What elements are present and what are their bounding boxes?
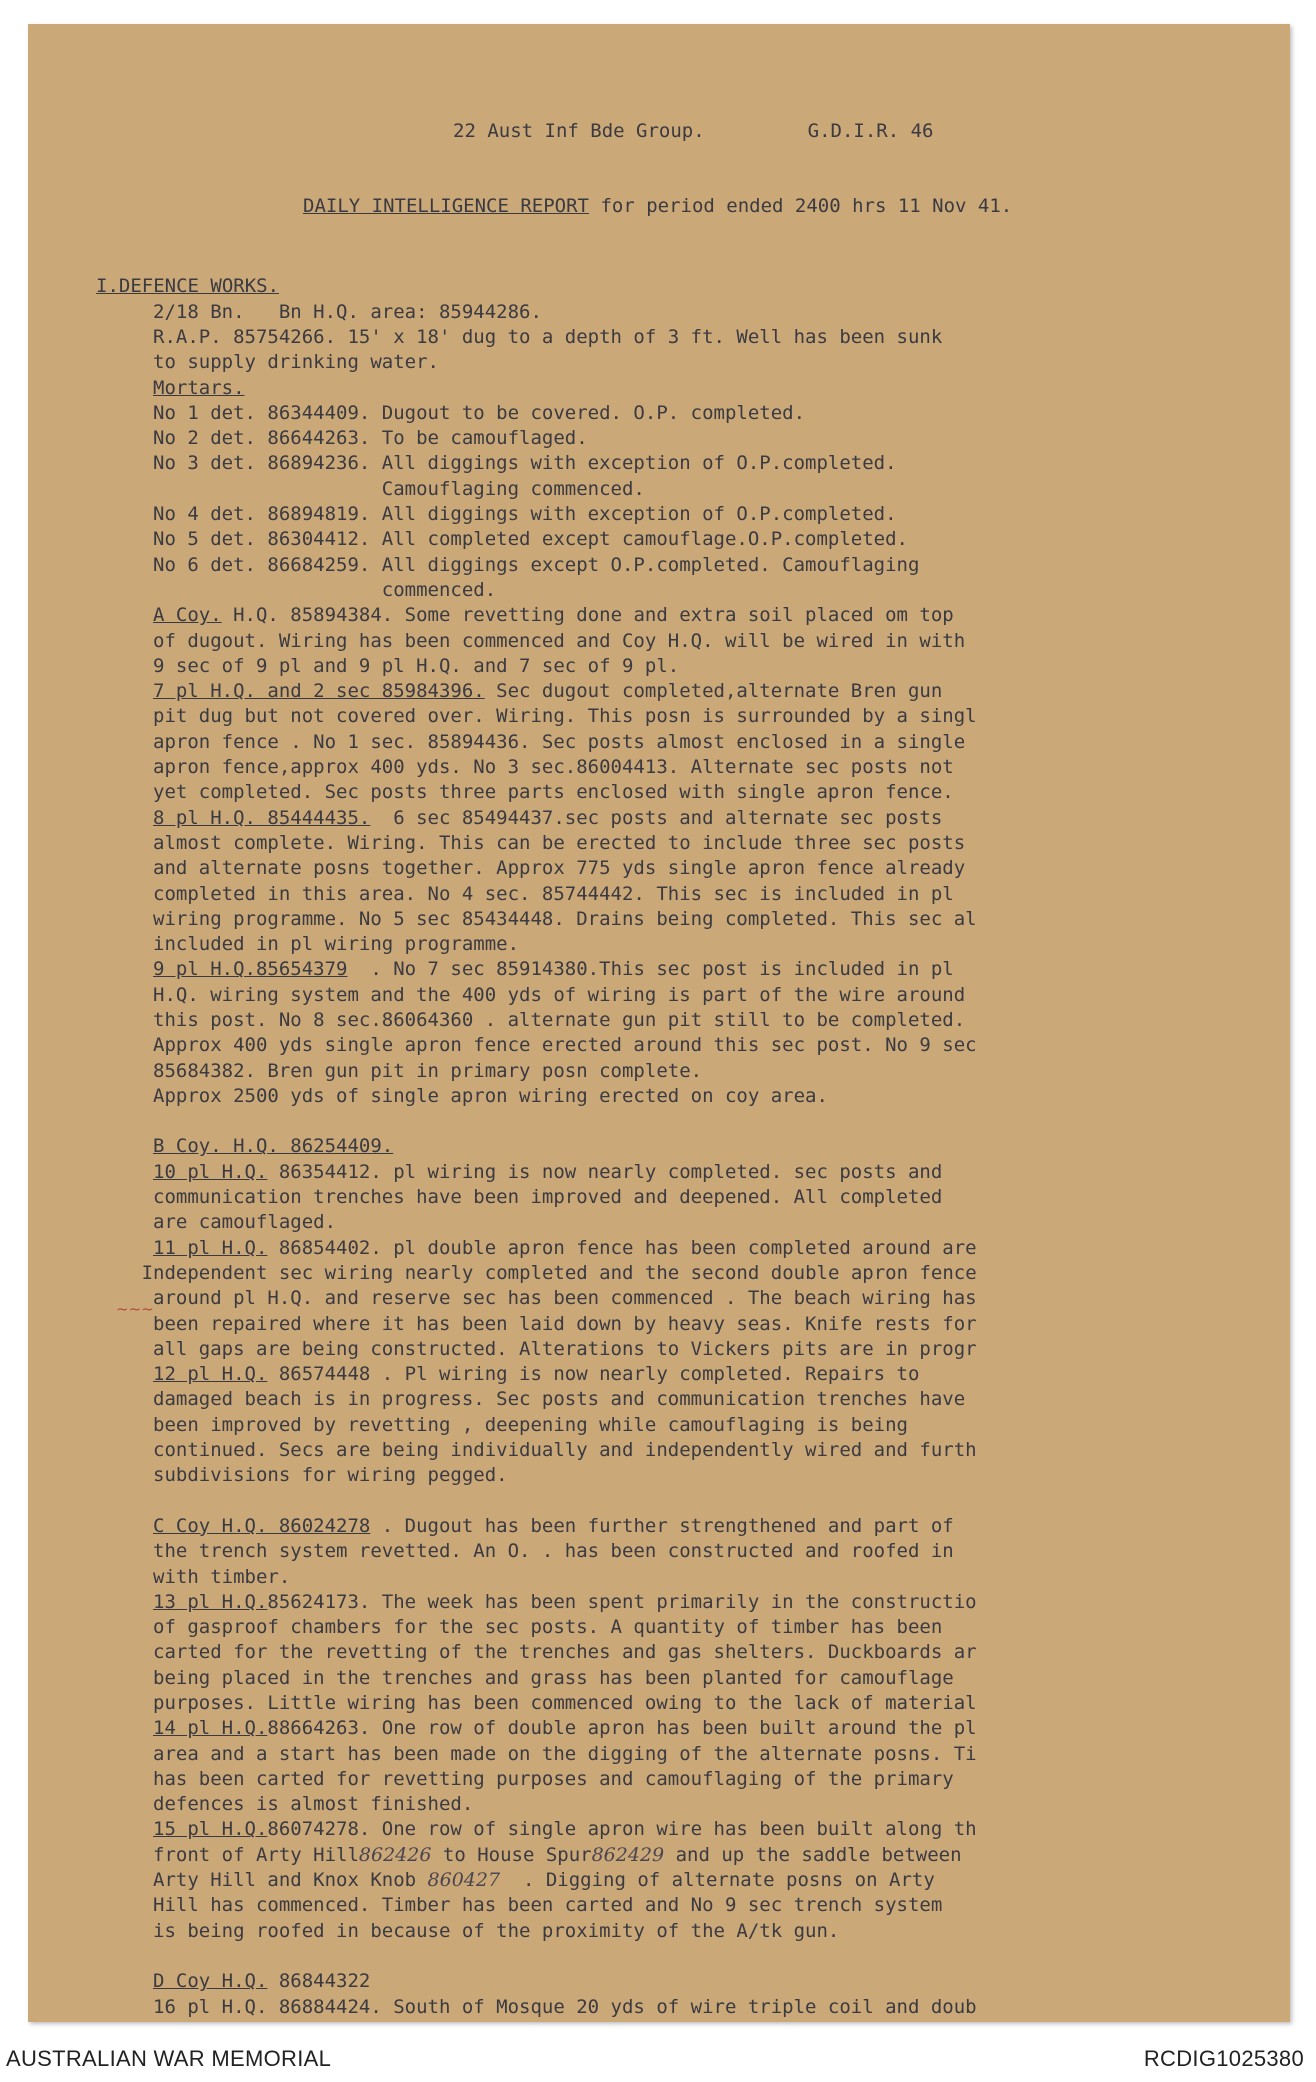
report-line — [153, 882, 1283, 907]
typed-text: 16 pl H.Q. 86884424. South of Mosque 20 yds of wire triple coil and doub — [153, 1995, 977, 2018]
typed-text: 2/18 Bn. Bn H.Q. area: 85944286. — [153, 300, 542, 323]
typed-text: and up the saddle between — [664, 1843, 962, 1866]
typed-text: yet completed. Sec posts three parts enclosed with single apron fence. — [153, 781, 954, 804]
typed-text: this post. No 8 sec.86064360 . alternate gun pit still to be completed. — [153, 1008, 966, 1031]
typed-text: 86574448 . Pl wiring is now nearly completed. Repairs to — [267, 1363, 920, 1386]
typed-text: been improved by revetting , deepening while camouflaging is being — [153, 1413, 908, 1436]
blank-line — [153, 1489, 1283, 1514]
typed-text: 86844322 — [267, 1970, 371, 1993]
typed-text: 86854402. pl double apron fence has been completed around are — [267, 1236, 977, 1259]
underlined-heading: B Coy. H.Q. 86254409. — [153, 1135, 394, 1158]
report-line — [153, 401, 1283, 426]
typed-text: . No 7 sec 85914380.This sec post is included in pl — [347, 958, 954, 981]
typed-text: 9 sec of 9 pl and 9 pl H.Q. and 7 sec of 9 pl. — [153, 654, 680, 677]
report-line — [153, 1059, 1283, 1084]
report-line — [153, 730, 1283, 755]
typed-text: defences is almost finished. — [153, 1793, 474, 1816]
report-title: DAILY INTELLIGENCE REPORT — [303, 195, 589, 218]
typed-text: damaged beach is in progress. Sec posts and communication trenches have — [153, 1388, 966, 1411]
typed-text: . Digging of alternate posns on Arty — [500, 1869, 935, 1892]
typed-text: Arty Hill and Knox Knob — [153, 1869, 428, 1892]
typed-text: are camouflaged. — [153, 1211, 337, 1234]
typed-text: area and a start has been made on the digging of the alternate posns. Ti — [153, 1742, 977, 1765]
typed-text: Hill has commenced. Timber has been carted and No 9 sec trench system — [153, 1894, 943, 1917]
typed-text: continued. Secs are being individually and independently wired and furth — [153, 1439, 977, 1462]
typed-text: H.Q. 85894384. Some revetting done and extra soil placed om top — [221, 604, 954, 627]
underlined-heading: C Coy H.Q. 86024278 — [153, 1514, 371, 1537]
typed-text: 6 sec 85494437.sec posts and alternate sec posts — [370, 806, 943, 829]
report-line — [153, 907, 1283, 932]
typed-text: No 5 det. 86304412. All completed except camouflage.O.P.completed. — [153, 528, 908, 551]
typed-text: carted for the revetting of the trenches and gas shelters. Duckboards ar — [153, 1641, 977, 1664]
report-line — [153, 1666, 1283, 1691]
report-line — [153, 1691, 1283, 1716]
typed-text: H.Q. wiring system and the 400 yds of wiring is part of the wire around — [153, 983, 966, 1006]
report-line — [153, 376, 1283, 401]
report-line — [153, 1514, 1283, 1539]
report-line — [153, 1438, 1283, 1463]
footer-record-id: RCDIG1025380 — [1143, 2046, 1304, 2071]
typed-text: apron fence . No 1 sec. 85894436. Sec posts almost enclosed in a single — [153, 730, 966, 753]
report-line — [153, 325, 1283, 350]
report-body — [96, 274, 1283, 2022]
underlined-heading: D Coy H.Q. — [153, 1970, 268, 1993]
report-line — [153, 1337, 1283, 1362]
report-line — [153, 1615, 1283, 1640]
typed-text: being placed in the trenches and grass has been planted for camouflage — [153, 1666, 954, 1689]
report-line — [153, 1640, 1283, 1665]
header-line-2 — [153, 194, 1283, 219]
report-line — [153, 1008, 1283, 1033]
report-line — [153, 502, 1283, 527]
handwritten-grid-ref: 860427 — [427, 1869, 501, 1892]
typed-text: has been carted for revetting purposes and camouflaging of the primary — [153, 1767, 954, 1790]
report-line — [153, 1742, 1283, 1767]
report-line — [153, 957, 1283, 982]
underlined-heading: Mortars. — [153, 376, 245, 399]
report-line — [153, 1817, 1283, 1842]
underlined-heading: I.DEFENCE WORKS. — [96, 275, 280, 298]
footer-institution: AUSTRALIAN WAR MEMORIAL — [6, 2046, 332, 2071]
underlined-heading: 13 pl H.Q. — [153, 1590, 268, 1613]
handwritten-grid-ref: 862429 — [591, 1843, 665, 1866]
typed-text: included in pl wiring programme. — [153, 933, 520, 956]
underlined-heading: 15 pl H.Q. — [153, 1818, 268, 1841]
underlined-heading: 12 pl H.Q. — [153, 1363, 268, 1386]
typed-text: communication trenches have been improved and deepened. All completed — [153, 1186, 943, 1209]
typed-text: 86074278. One row of single apron wire has been built along th — [267, 1818, 977, 1841]
underlined-heading: 14 pl H.Q. — [153, 1717, 268, 1740]
typed-text: wiring programme. No 5 sec 85434448. Drains being completed. This sec al — [153, 907, 977, 930]
unit-name: 22 Aust Inf Bde Group. — [453, 119, 705, 142]
typed-text: commenced. — [153, 578, 497, 601]
typed-text: No 1 det. 86344409. Dugout to be covered. O.P. completed. — [153, 401, 806, 424]
underlined-heading: A Coy. — [153, 604, 222, 627]
report-line — [153, 1185, 1283, 1210]
typed-text: 85684382. Bren gun pit in primary posn complete. — [153, 1059, 703, 1082]
report-line — [153, 755, 1283, 780]
report-line — [153, 1843, 1283, 1868]
report-line — [153, 1868, 1283, 1893]
report-line — [153, 553, 1283, 578]
report-line — [153, 1590, 1283, 1615]
typed-text: No 4 det. 86894819. All diggings with exception of O.P.completed. — [153, 503, 897, 526]
typed-text: Camouflaging commenced. — [153, 477, 645, 500]
typed-text: No 3 det. 86894236. All diggings with exception of O.P.completed. — [153, 452, 897, 475]
typed-text: to supply drinking water. — [153, 351, 439, 374]
report-line — [153, 350, 1283, 375]
report-line — [153, 679, 1283, 704]
typed-text: Independent sec wiring nearly completed and the second double apron fence — [141, 1261, 977, 1284]
report-line — [142, 1261, 1283, 1286]
typed-text: pit dug but not covered over. Wiring. This posn is surrounded by a singl — [153, 705, 977, 728]
underlined-heading: 8 pl H.Q. 85444435. — [153, 806, 371, 829]
typed-text: of gasproof chambers for the sec posts. A quantity of timber has been — [153, 1616, 943, 1639]
report-line — [153, 527, 1283, 552]
typed-text: and alternate posns together. Approx 775 yds single apron fence already — [153, 857, 966, 880]
report-line — [153, 603, 1283, 628]
report-line — [153, 1286, 1283, 1311]
typed-text: No 2 det. 86644263. To be camouflaged. — [153, 427, 588, 450]
typed-text: is being roofed in because of the proximity of the A/tk gun. — [153, 1919, 840, 1942]
report-line — [153, 1463, 1283, 1488]
report-line — [153, 704, 1283, 729]
report-line — [96, 274, 1283, 299]
typed-text: of dugout. Wiring has been commenced and Coy H.Q. will be wired in with — [153, 629, 966, 652]
typed-text: all gaps are being constructed. Alterations to Vickers pits are in progr — [153, 1337, 977, 1360]
report-line — [153, 1995, 1283, 2020]
report-line — [153, 1565, 1283, 1590]
typed-text: Approx 2500 yds of single apron wiring erected on coy area. — [153, 1084, 828, 1107]
report-line — [153, 1413, 1283, 1438]
typed-text: around pl H.Q. and reserve sec has been commenced . The beach wiring has — [153, 1287, 977, 1310]
report-line — [153, 1210, 1283, 1235]
report-line — [153, 1387, 1283, 1412]
report-line — [153, 1160, 1283, 1185]
typed-text: apron fence,approx 400 yds. No 3 sec.86004413. Alternate sec posts not — [153, 756, 954, 779]
typed-text: to House Spur — [431, 1843, 592, 1866]
report-line — [153, 1236, 1283, 1261]
blank-line — [153, 1109, 1283, 1134]
typed-text: the trench system revetted. An O. . has been constructed and roofed in — [153, 1540, 954, 1563]
typed-text: front of Arty Hill — [153, 1843, 359, 1866]
header-line-1 — [153, 119, 1283, 144]
report-line — [153, 578, 1283, 603]
typed-text: purposes. Little wiring has been commenced owing to the lack of material — [153, 1692, 977, 1714]
typed-text: 85624173. The week has been spent primarily in the constructio — [267, 1590, 977, 1613]
report-line — [153, 1539, 1283, 1564]
report-line — [153, 780, 1283, 805]
document-page — [28, 24, 1290, 2022]
typed-text: with timber. — [153, 1565, 291, 1588]
report-line — [153, 451, 1283, 476]
typed-text: Approx 400 yds single apron fence erected around this sec post. No 9 sec — [153, 1034, 977, 1057]
report-line — [153, 1716, 1283, 1741]
report-number: G.D.I.R. 46 — [807, 119, 934, 142]
typed-text — [153, 2021, 977, 2022]
report-line — [153, 1312, 1283, 1337]
typed-text: . Dugout has been further strengthened and part of — [370, 1514, 954, 1537]
typed-text: completed in this area. No 4 sec. 85744442. This sec is included in pl — [153, 882, 954, 905]
report-line — [153, 1767, 1283, 1792]
report-period: for period ended 2400 hrs 11 Nov 41. — [600, 195, 1013, 218]
report-line — [153, 856, 1283, 881]
underlined-heading: 9 pl H.Q.85654379 — [153, 958, 348, 981]
typed-text: subdivisions for wiring pegged. — [153, 1464, 508, 1487]
report-line — [153, 1792, 1283, 1817]
report-line — [153, 654, 1283, 679]
typed-text: 88664263. One row of double apron has been built around the pl — [267, 1717, 977, 1740]
typed-report — [96, 68, 1283, 2022]
handwritten-grid-ref: 862426 — [358, 1843, 432, 1866]
margin-annotation: ~~~ — [116, 1300, 154, 1318]
typed-text: No 6 det. 86684259. All diggings except O.P.completed. Camouflaging — [153, 553, 920, 576]
report-line — [153, 1134, 1283, 1159]
blank-line — [153, 1944, 1283, 1969]
report-line — [153, 806, 1283, 831]
report-line — [153, 983, 1283, 1008]
report-line — [153, 1919, 1283, 1944]
report-line — [153, 1893, 1283, 1918]
report-line — [153, 629, 1283, 654]
report-line — [153, 1362, 1283, 1387]
typed-text: been repaired where it has been laid down by heavy seas. Knife rests for — [153, 1312, 977, 1335]
report-line — [153, 1969, 1283, 1994]
underlined-heading: 10 pl H.Q. — [153, 1160, 268, 1183]
typed-text: almost complete. Wiring. This can be erected to include three sec posts — [153, 831, 966, 854]
report-line — [153, 932, 1283, 957]
archive-footer — [0, 2046, 1316, 2076]
underlined-heading: 11 pl H.Q. — [153, 1236, 268, 1259]
report-line — [153, 1033, 1283, 1058]
report-line — [153, 2020, 1283, 2022]
typed-text: Sec dugout completed,alternate Bren gun — [484, 680, 943, 703]
report-line — [153, 1084, 1283, 1109]
underlined-heading: 7 pl H.Q. and 2 sec 85984396. — [153, 680, 485, 703]
report-line — [153, 300, 1283, 325]
report-line — [153, 426, 1283, 451]
typed-text: R.A.P. 85754266. 15' x 18' dug to a depth of 3 ft. Well has been sunk — [153, 325, 943, 348]
report-line — [153, 831, 1283, 856]
typed-text: 86354412. pl wiring is now nearly completed. sec posts and — [267, 1160, 943, 1183]
report-line — [153, 477, 1283, 502]
